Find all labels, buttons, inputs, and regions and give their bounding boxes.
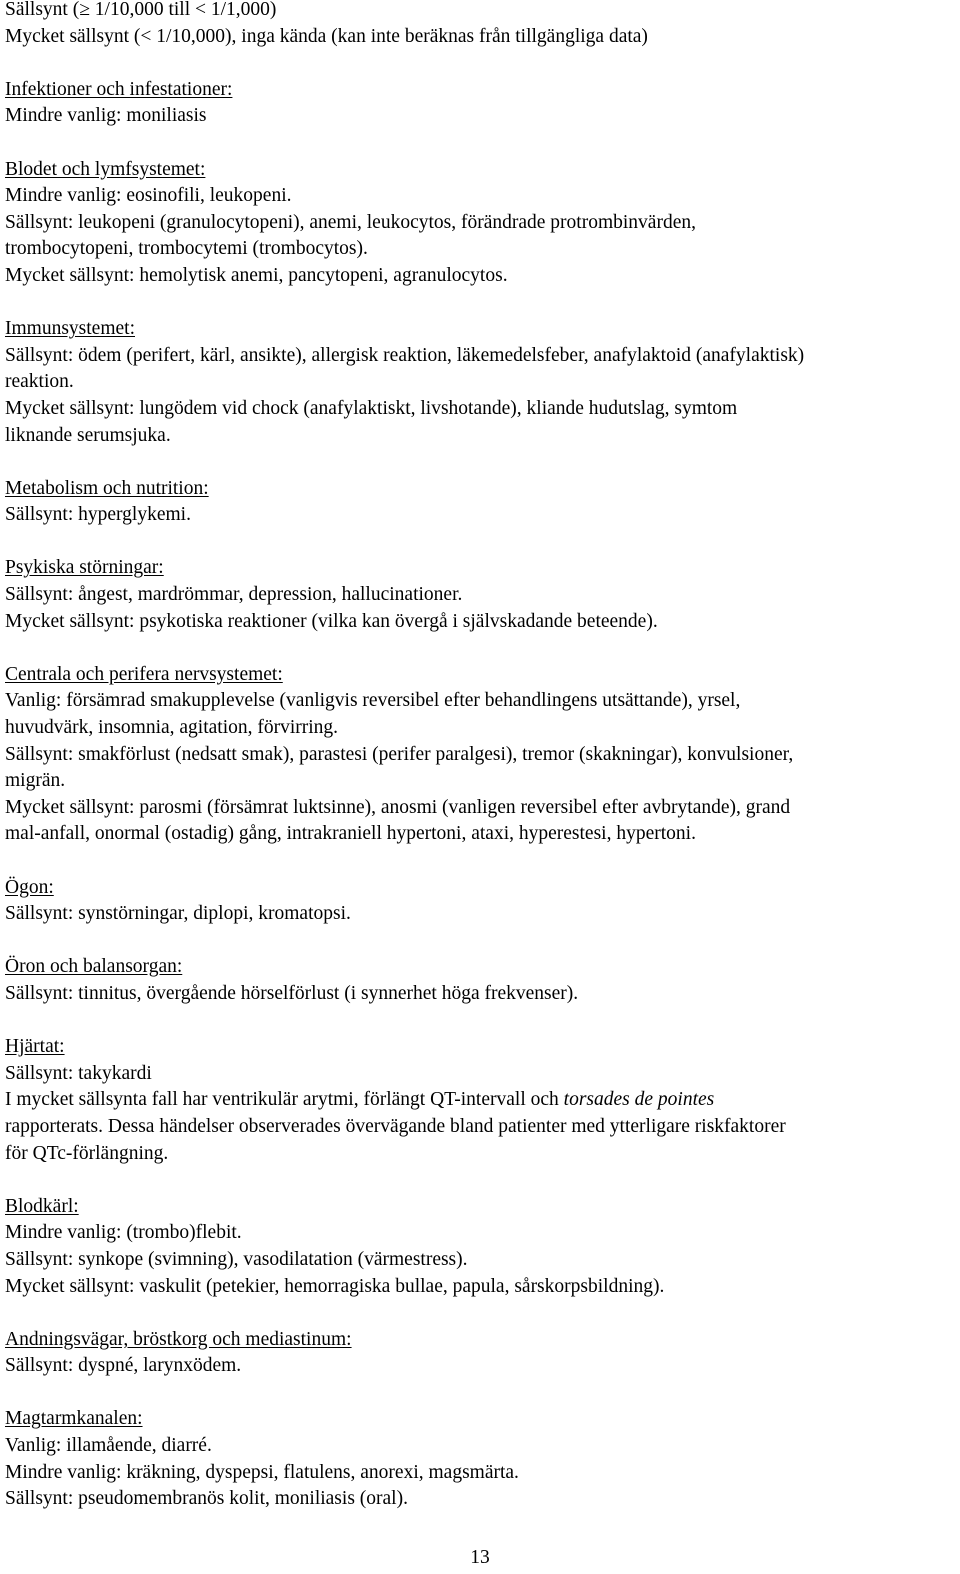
text-line: migrän. — [5, 770, 66, 792]
text-fragment: I mycket sällsynta fall har ventrikulär arytmi, förlängt QT-intervall och — [5, 1089, 564, 1111]
text-line: Mycket sällsynt: vaskulit (petekier, hemorragiska bullae, papula, sårskorpsbildning). — [5, 1275, 665, 1297]
section-heading: Infektioner och infestationer: — [5, 78, 233, 100]
text-line: Sällsynt: pseudomembranös kolit, moniliasis (oral). — [5, 1488, 408, 1510]
section-blood-lymph — [5, 157, 955, 290]
section-vascular — [5, 1194, 955, 1300]
section-eyes — [5, 875, 955, 928]
section-ear — [5, 954, 955, 1007]
section-heading: Blodet och lymfsystemet: — [5, 158, 206, 180]
document-page — [5, 0, 955, 1513]
text-line: Sällsynt: synkope (svimning), vasodilatation (värmestress). — [5, 1248, 468, 1270]
section-heading: Metabolism och nutrition: — [5, 477, 209, 499]
section-heading: Öron och balansorgan: — [5, 956, 183, 978]
section-heading: Andningsvägar, bröstkorg och mediastinum: — [5, 1328, 352, 1350]
section-respiratory — [5, 1327, 955, 1380]
text-line: trombocytopeni, trombocytemi (trombocytos). — [5, 238, 368, 260]
text-line: Sällsynt: tinnitus, övergående hörselförlust (i synnerhet höga frekvenser). — [5, 982, 579, 1004]
text-line: Sällsynt: hyperglykemi. — [5, 504, 191, 526]
section-heading: Psykiska störningar: — [5, 557, 164, 579]
text-line: Vanlig: försämrad smakupplevelse (vanligvis reversibel efter behandlingens utsättande), yrsel, — [5, 690, 741, 712]
section-gastrointestinal — [5, 1406, 955, 1512]
text-line: Mycket sällsynt: lungödem vid chock (anafylaktiskt, livshotande), kliande hudutslag, symtom — [5, 397, 738, 419]
text-line: Sällsynt: dyspné, larynxödem. — [5, 1355, 242, 1377]
text-line: Mycket sällsynt: parosmi (försämrat luktsinne), anosmi (vanligen reversibel efter avbrytande), grand — [5, 796, 791, 818]
text-line: Mindre vanlig: kräkning, dyspepsi, flatulens, anorexi, magsmärta. — [5, 1461, 519, 1483]
italic-term: torsades de pointes — [563, 1089, 715, 1111]
section-heart — [5, 1034, 955, 1167]
section-metabolism — [5, 476, 955, 529]
text-line: för QTc-förlängning. — [5, 1142, 169, 1164]
text-line: rapporterats. Dessa händelser observerades övervägande bland patienter med ytterligare riskfaktorer — [5, 1115, 786, 1137]
text-line: Sällsynt: ångest, mardrömmar, depression, hallucinationer. — [5, 584, 463, 606]
text-line: liknande serumsjuka. — [5, 424, 171, 446]
page-number: 13 — [470, 1547, 490, 1568]
section-nervous-system — [5, 662, 955, 848]
text-line: mal-anfall, onormal (ostadig) gång, intrakraniell hypertoni, ataxi, hyperestesi, hypertoni. — [5, 823, 696, 845]
definition-rare: Sällsynt (≥ 1/10,000 till < 1/1,000) — [5, 0, 277, 20]
text-line-with-italic — [5, 1087, 955, 1114]
section-heading: Blodkärl: — [5, 1195, 79, 1217]
text-line: Sällsynt: takykardi — [5, 1062, 152, 1084]
text-line: reaktion. — [5, 371, 74, 393]
text-line: Sällsynt: synstörningar, diplopi, kromatopsi. — [5, 903, 351, 925]
text-line: Mindre vanlig: eosinofili, leukopeni. — [5, 185, 292, 207]
section-heading: Ögon: — [5, 876, 54, 898]
definition-very-rare: Mycket sällsynt (< 1/10,000), inga kända (kan inte beräknas från tillgängliga data) — [5, 25, 648, 47]
text-line: Sällsynt: ödem (perifert, kärl, ansikte), allergisk reaktion, läkemedelsfeber, anafylaktoid (anafylaktisk) — [5, 344, 805, 366]
text-line: Mycket sällsynt: psykotiska reaktioner (vilka kan övergå i självskadande beteende). — [5, 610, 658, 632]
section-immune-system — [5, 316, 955, 449]
text-line: Mycket sällsynt: hemolytisk anemi, pancytopeni, agranulocytos. — [5, 264, 508, 286]
section-heading: Magtarmkanalen: — [5, 1408, 143, 1430]
section-heading: Hjärtat: — [5, 1036, 65, 1058]
section-infections — [5, 77, 955, 130]
text-line: huvudvärk, insomnia, agitation, förvirring. — [5, 717, 339, 739]
text-line: Vanlig: illamående, diarré. — [5, 1435, 212, 1457]
frequency-definitions — [5, 0, 955, 50]
section-heading: Immunsystemet: — [5, 318, 135, 340]
section-heading: Centrala och perifera nervsystemet: — [5, 663, 283, 685]
text-line: Mindre vanlig: (trombo)flebit. — [5, 1222, 242, 1244]
text-line: Sällsynt: leukopeni (granulocytopeni), anemi, leukocytos, förändrade protrombinvärden, — [5, 211, 696, 233]
text-line: Sällsynt: smakförlust (nedsatt smak), parastesi (perifer paralgesi), tremor (skakningar), konvulsioner, — [5, 743, 794, 765]
section-psychiatric — [5, 555, 955, 635]
text-line: Mindre vanlig: moniliasis — [5, 105, 207, 127]
